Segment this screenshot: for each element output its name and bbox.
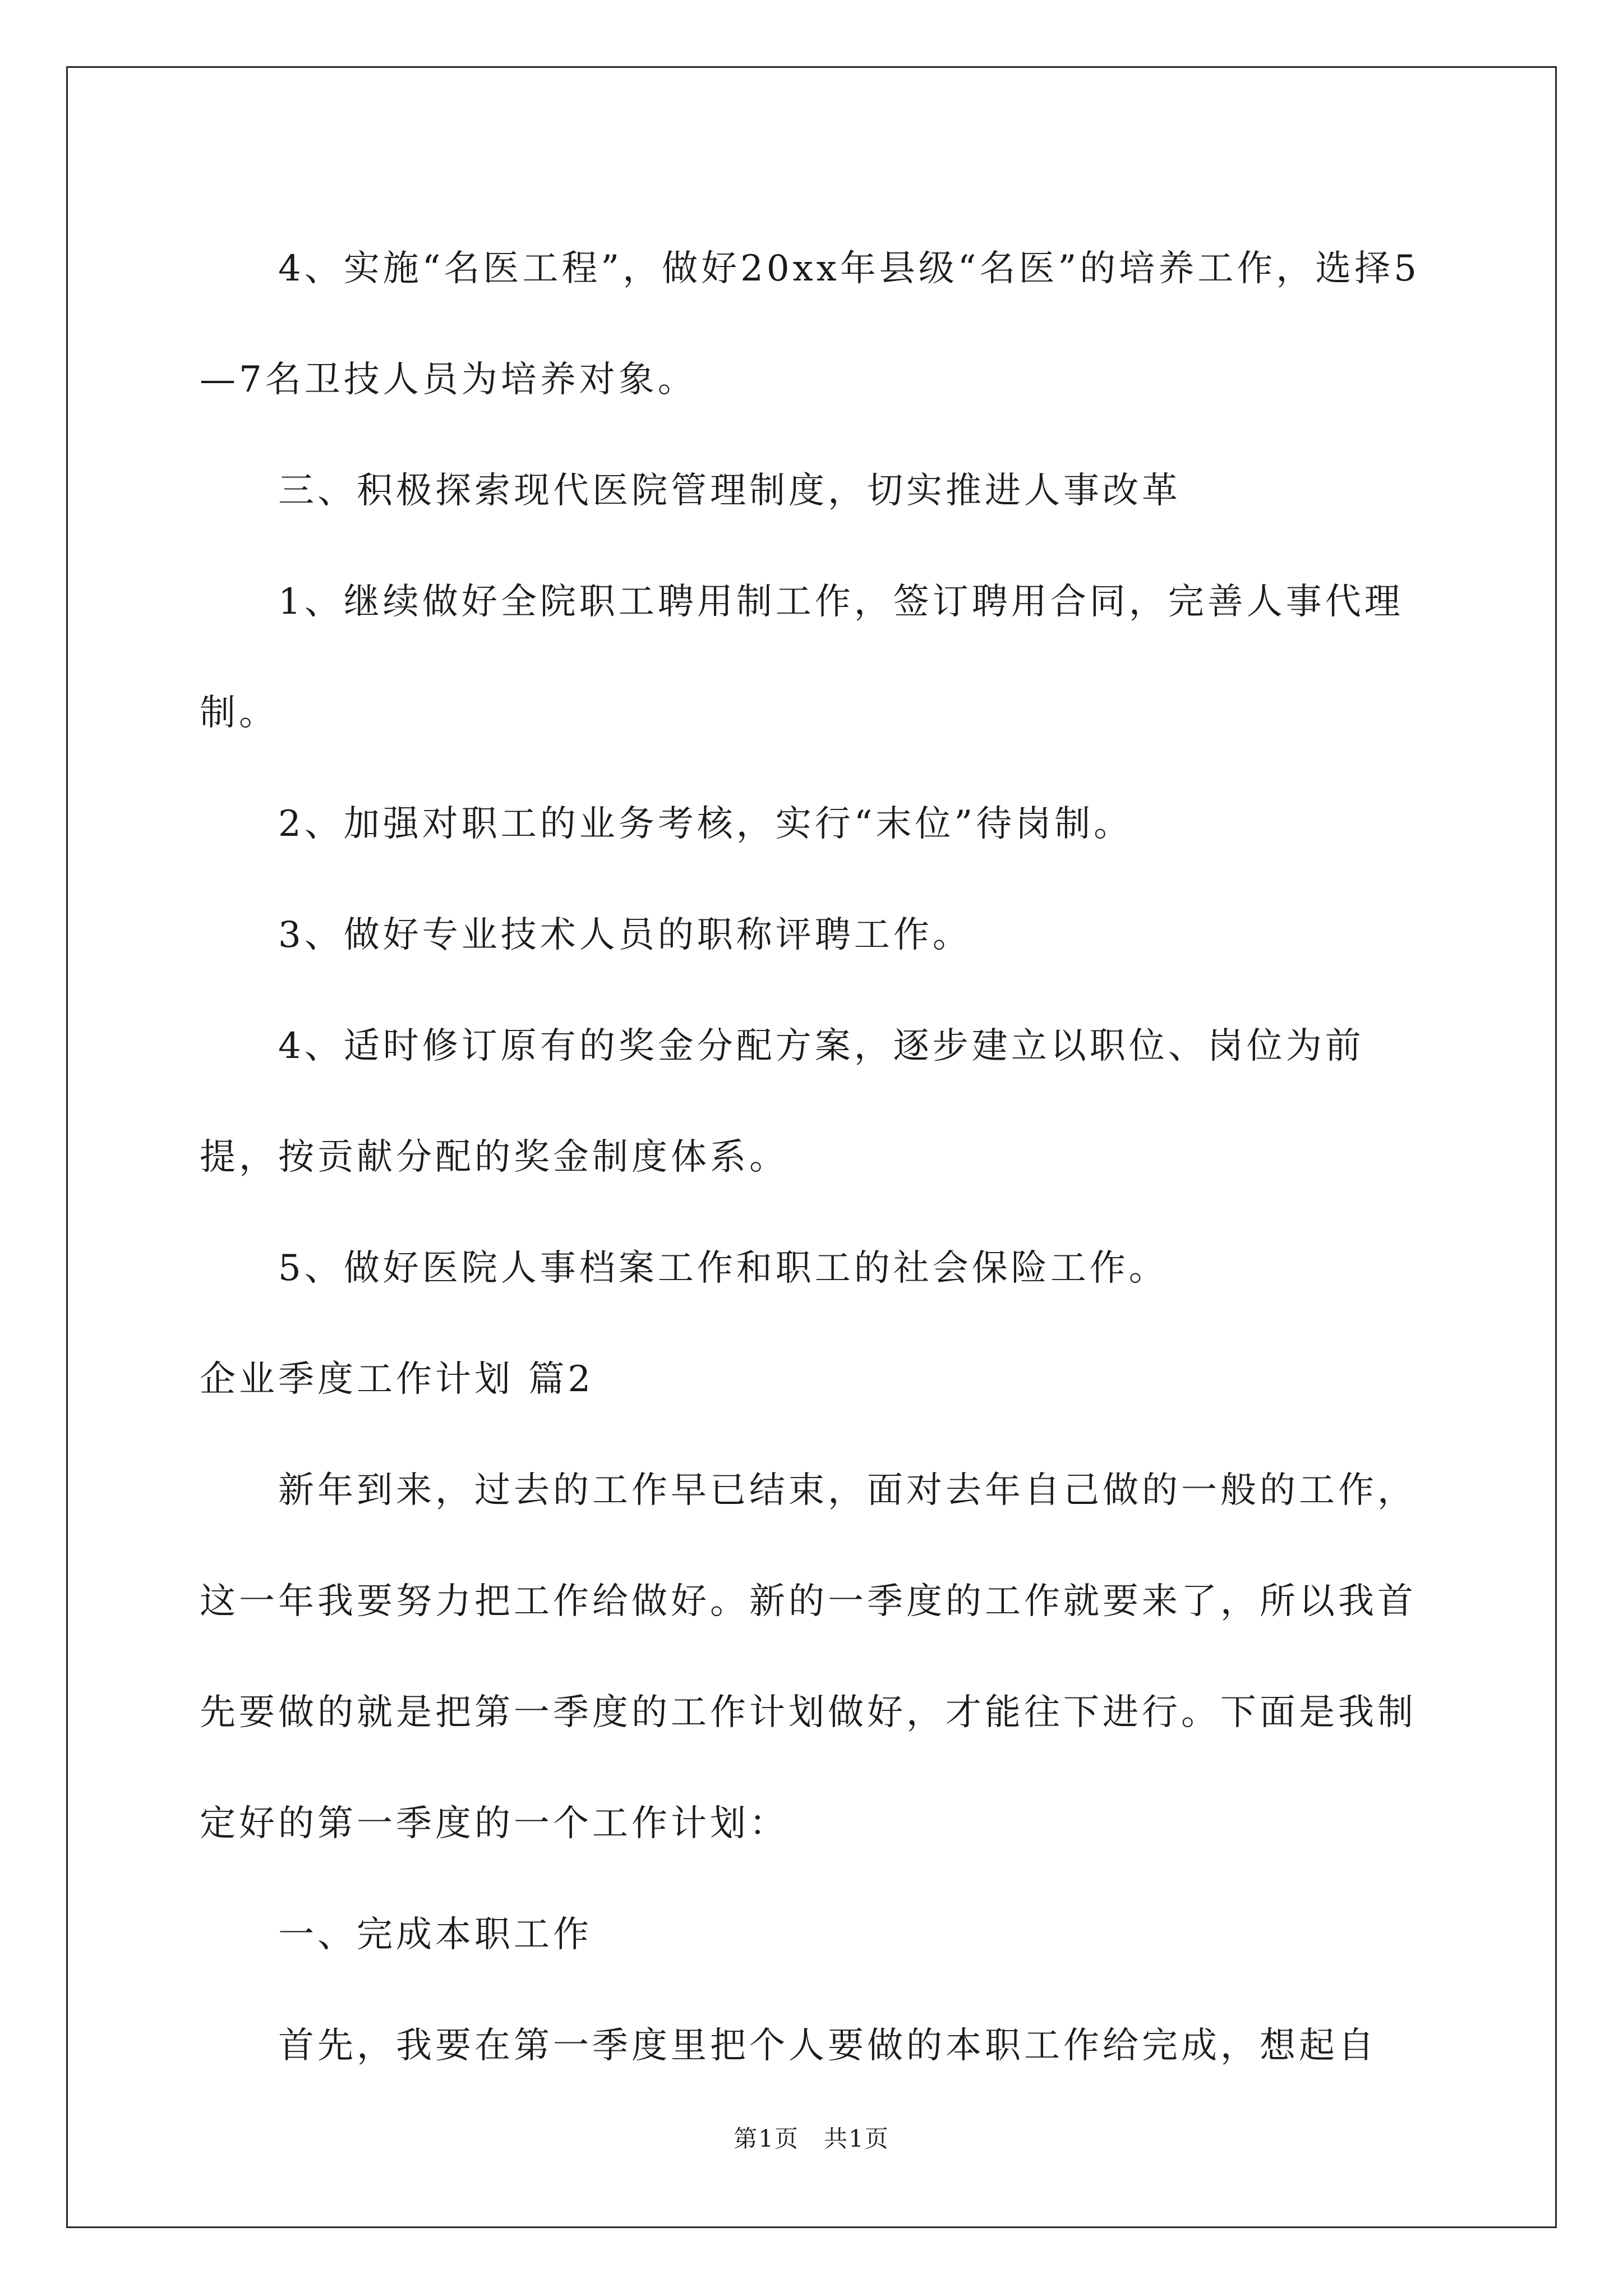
paragraph-item-1-employment: 1、继续做好全院职工聘用制工作，签订聘用合同，完善人事代理制。 [200, 581, 1404, 734]
paragraph-intro-new-year: 新年到来，过去的工作早已结束，面对去年自己做的一般的工作，这一年我要努力把工作给做好。新的一季度的工作就要来了，所以我首先要做的就是把第一季度的工作计划做好，才能往下进行。下面是我制定好的第一季度的一个工作计划： [200, 1470, 1417, 1844]
section-heading-hr-reform: 三、积极探索现代医院管理制度，切实推进人事改革 [278, 470, 1181, 512]
article-title-part-2: 企业季度工作计划 篇2 [200, 1359, 594, 1400]
document-body [200, 213, 1428, 2101]
paragraph-item-4-bonus: 4、适时修订原有的奖金分配方案，逐步建立以职位、岗位为前提，按贡献分配的奖金制度体系。 [200, 1025, 1364, 1178]
paragraph-item-3-titles: 3、做好专业技术人员的职称评聘工作。 [278, 914, 972, 956]
paragraph-first-quarter: 首先，我要在第一季度里把个人要做的本职工作给完成，想起自 [278, 2025, 1377, 2067]
paragraph-item-2-assessment: 2、加强对职工的业务考核，实行“末位”待岗制。 [278, 803, 1133, 845]
section-heading-own-work: 一、完成本职工作 [278, 1914, 592, 1955]
paragraph-item-5-archives: 5、做好医院人事档案工作和职工的社会保险工作。 [278, 1248, 1168, 1289]
page-footer: 第1页 共1页 [734, 2125, 889, 2152]
paragraph-item-4-famous-doctor: 4、实施“名医工程”，做好20xx年县级“名医”的培养工作，选择5—7名卫技人员为培养对象。 [200, 248, 1420, 401]
